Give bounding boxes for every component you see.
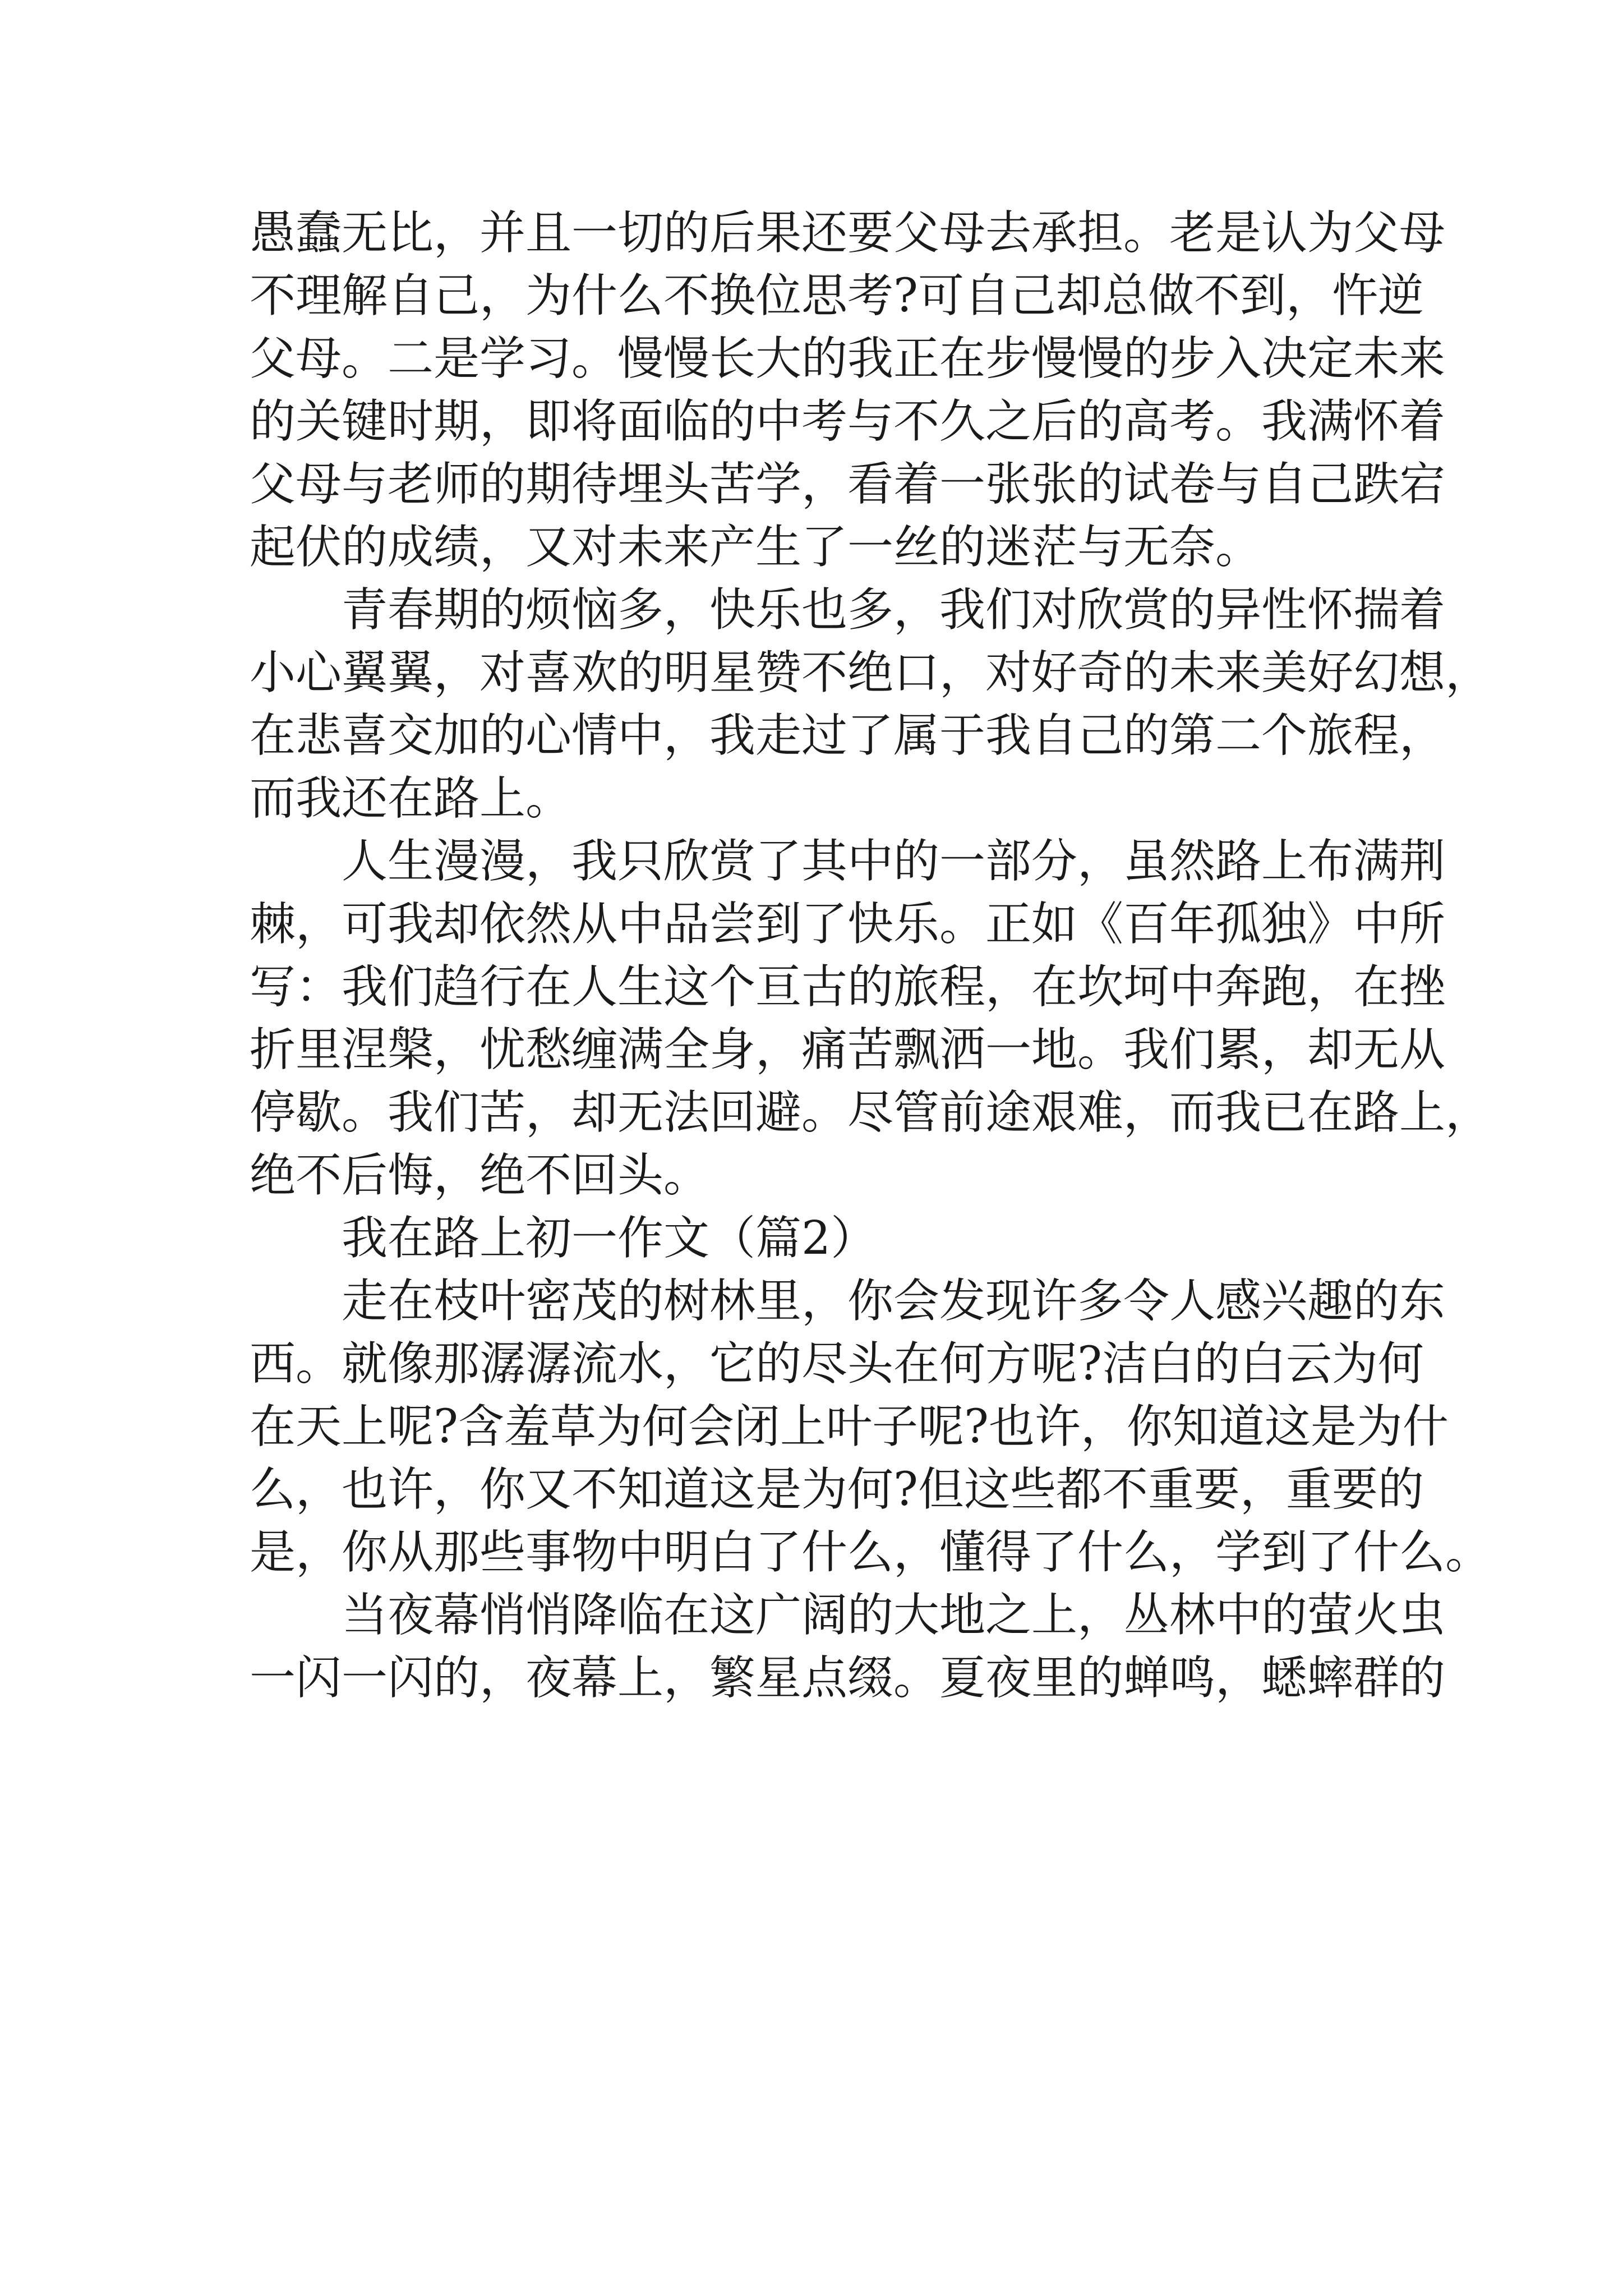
text-line: 父母。二是学习。慢慢长大的我正在步慢慢的步入决定未来 — [250, 332, 1446, 385]
text-line: 么，也许，你又不知道这是为何?但这些都不重要，重要的 — [250, 1463, 1424, 1516]
text-line: 的关键时期，即将面临的中考与不久之后的高考。我满怀着 — [250, 395, 1446, 448]
text-line: 小心翼翼，对喜欢的明星赞不绝口，对好奇的未来美好幻想， — [250, 646, 1492, 700]
text-line: 折里涅槃，忧愁缠满全身，痛苦飘洒一地。我们累，却无从 — [250, 1023, 1446, 1076]
text-line: 一闪一闪的，夜幕上，繁星点缀。夏夜里的蝉鸣，蟋蟀群的 — [250, 1651, 1446, 1705]
text-line: 走在枝叶密茂的树林里，你会发现许多令人感兴趣的东 — [250, 1274, 1446, 1328]
text-line: 在悲喜交加的心情中，我走过了属于我自己的第二个旅程， — [250, 709, 1446, 762]
text-line: 西。就像那潺潺流水，它的尽头在何方呢?洁白的白云为何 — [250, 1337, 1424, 1391]
text-line: 当夜幕悄悄降临在这广阔的大地之上，丛林中的萤火虫 — [250, 1589, 1446, 1642]
text-line: 人生漫漫，我只欣赏了其中的一部分，虽然路上布满荆 — [250, 835, 1446, 888]
text-line: 不理解自己，为什么不换位思考?可自己却总做不到，忤逆 — [250, 269, 1424, 323]
text-line: 起伏的成绩，又对未来产生了一丝的迷茫与无奈。 — [250, 521, 1262, 574]
text-line: 在天上呢?含羞草为何会闭上叶子呢?也许，你知道这是为什 — [250, 1400, 1449, 1453]
text-line: 棘，可我却依然从中品尝到了快乐。正如《百年孤独》中所 — [250, 898, 1446, 951]
document-body — [250, 202, 1492, 1710]
text-line: 停歇。我们苦，却无法回避。尽管前途艰难，而我已在路上， — [250, 1086, 1492, 1139]
text-line: 是，你从那些事物中明白了什么，懂得了什么，学到了什么。 — [250, 1526, 1492, 1579]
section-heading: 我在路上初一作文（篇2） — [250, 1212, 877, 1265]
text-line: 绝不后悔，绝不回头。 — [250, 1149, 710, 1202]
text-line: 写：我们趋行在人生这个亘古的旅程，在坎坷中奔跑，在挫 — [250, 960, 1446, 1014]
text-line: 而我还在路上。 — [250, 772, 572, 825]
text-line: 父母与老师的期待埋头苦学，看着一张张的试卷与自己跌宕 — [250, 458, 1446, 511]
text-line: 青春期的烦恼多，快乐也多，我们对欣赏的异性怀揣着 — [250, 583, 1446, 637]
text-line: 愚蠢无比，并且一切的后果还要父母去承担。老是认为父母 — [250, 206, 1446, 260]
